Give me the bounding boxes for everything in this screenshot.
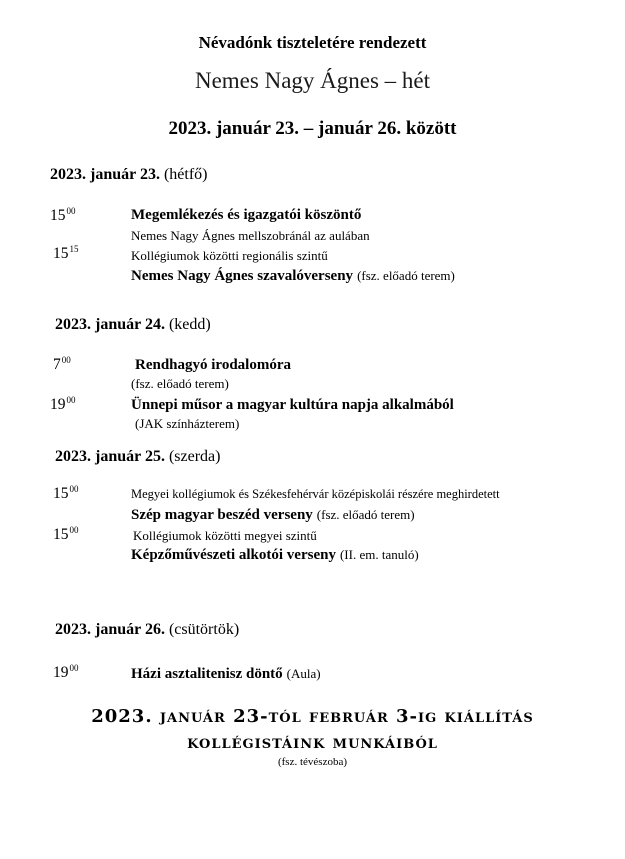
day-weekday: (szerda): [168, 448, 221, 465]
event-title: Nemes Nagy Ágnes szavalóverseny: [131, 268, 354, 284]
day-heading-1: [50, 166, 207, 184]
day-weekday: (kedd): [168, 316, 211, 333]
event-title: Ünnepi műsor a magyar kultúra napja alkalmából: [131, 397, 454, 413]
day-weekday: (hétfő): [163, 166, 208, 183]
event-note: (Aula): [286, 666, 321, 681]
event-time: $19^{00}$: [53, 663, 79, 681]
event-note: (fsz. előadó terem): [316, 507, 415, 522]
event-note: (fsz. előadó terem): [131, 376, 229, 391]
day-heading-2: [55, 316, 211, 334]
event-title: Megemlékezés és igazgatói köszöntő: [131, 207, 362, 223]
event-line: [131, 506, 415, 524]
day-date: 2023. január 26.: [55, 621, 165, 638]
event-pre: Megyei kollégiumok és Székesfehérvár középiskolái részére meghirdetett: [131, 487, 500, 501]
event-line: [131, 267, 455, 285]
event-time: $19^{00}$: [50, 395, 76, 413]
event-pre: Kollégiumok közötti megyei szintű: [133, 528, 317, 543]
event-note: Nemes Nagy Ágnes mellszobránál az aulában: [131, 228, 370, 243]
event-title: Házi asztalitenisz döntő: [131, 666, 283, 682]
day-heading-3: [55, 448, 220, 466]
event-title: Képzőművészeti alkotói verseny: [131, 547, 336, 563]
day-date: 2023. január 23.: [50, 166, 160, 183]
date-range: 2023. január 23. – január 26. között: [168, 118, 457, 139]
event-time: $15^{00}$: [53, 525, 79, 543]
day-heading-4: [55, 621, 239, 639]
event-time: $15^{00}$: [50, 206, 76, 224]
event-time: $15^{00}$: [53, 484, 79, 502]
header-subtitle: Névadónk tiszteletére rendezett: [198, 33, 427, 52]
page-title: Nemes Nagy Ágnes – hét: [194, 68, 431, 93]
day-weekday: (csütörtök): [168, 621, 240, 638]
event-time: $7^{00}$: [53, 355, 71, 373]
event-title: Rendhagyó irodalomóra: [135, 357, 291, 373]
event-note: (II. em. tanuló): [339, 547, 419, 562]
day-date: 2023. január 24.: [55, 316, 165, 333]
event-title: Szép magyar beszéd verseny: [131, 507, 313, 523]
event-pre: Kollégiumok közötti regionális szintű: [131, 248, 328, 263]
exhibition-title: 2023. január 23-tól február 3-ig kiállítás: [91, 706, 534, 727]
event-time: $15^{15}$: [53, 244, 79, 262]
day-date: 2023. január 25.: [55, 448, 165, 465]
event-note: (fsz. előadó terem): [357, 268, 455, 283]
exhibition-subtitle: kollégistáink munkáiból: [187, 732, 438, 753]
event-line: [131, 546, 419, 564]
event-line: [131, 665, 321, 683]
exhibition-location: (fsz. tévészoba): [277, 756, 348, 768]
event-note: (JAK színházterem): [135, 416, 240, 431]
